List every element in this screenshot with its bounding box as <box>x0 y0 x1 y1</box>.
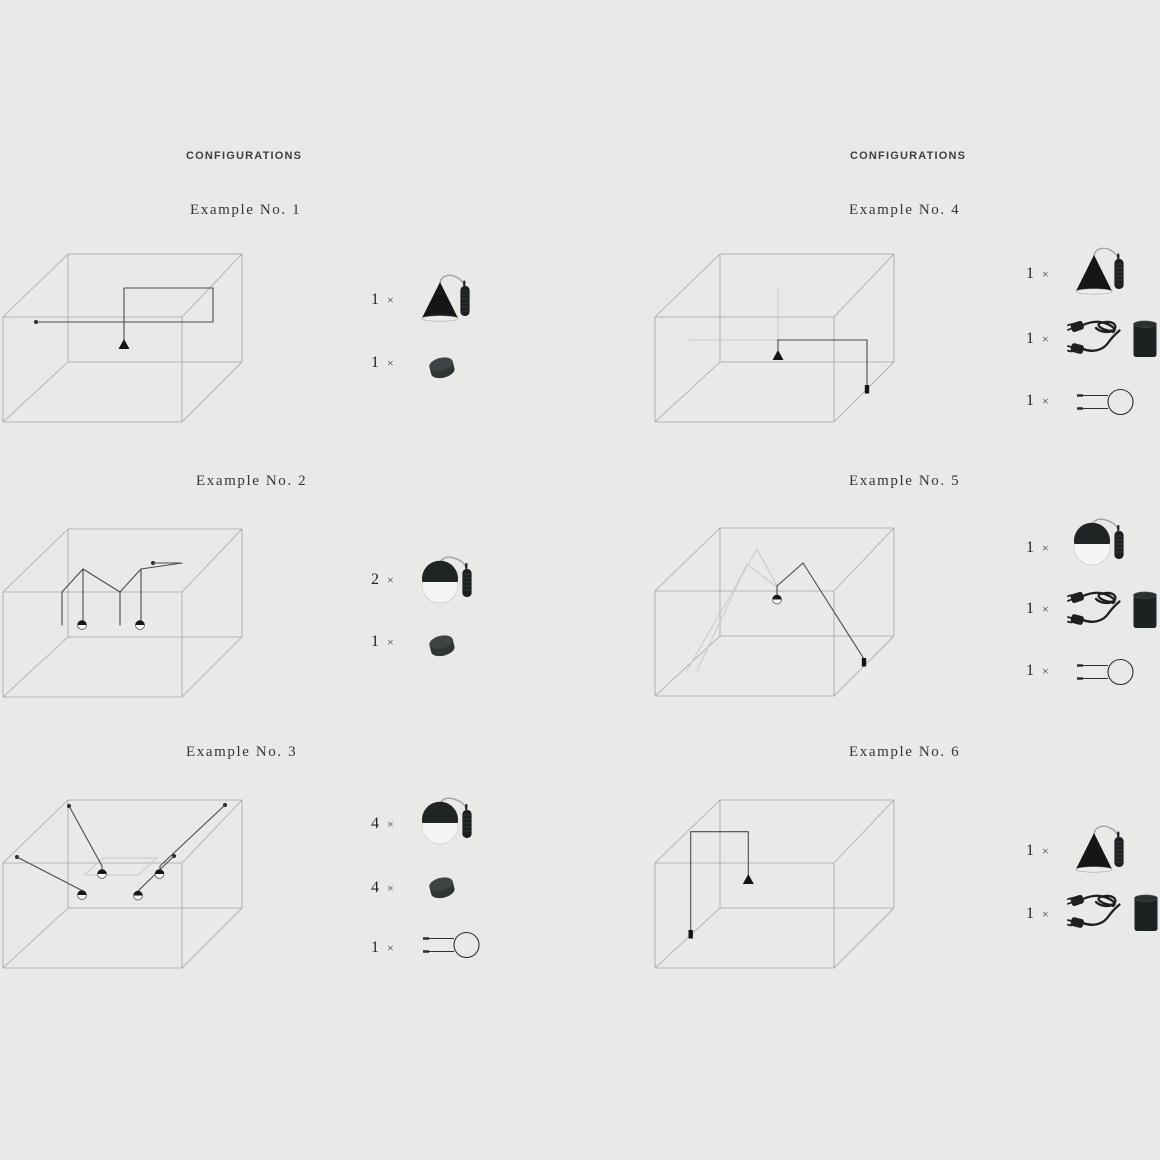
cone-pendant-icon <box>1072 824 1130 876</box>
loop-cable-icon <box>1074 656 1140 688</box>
quantity-number: 1 <box>1026 662 1035 679</box>
quantity-number: 1 <box>1026 330 1035 347</box>
part-quantity <box>1026 905 1050 923</box>
part-quantity <box>371 571 395 589</box>
example-5-diagram <box>652 524 902 704</box>
part-quantity <box>1026 330 1050 348</box>
part-quantity <box>371 633 395 651</box>
example-6-title: Example No. 6 <box>849 744 961 760</box>
part-quantity <box>371 879 395 897</box>
canopy-cylinder-icon <box>427 874 457 902</box>
quantity-number: 4 <box>371 815 380 832</box>
configurations-header-left: CONFIGURATIONS <box>186 150 303 162</box>
quantity-number: 1 <box>371 939 380 956</box>
example-2-diagram <box>0 525 250 705</box>
quantity-number: 1 <box>371 291 380 308</box>
quantity-number: 1 <box>371 354 380 371</box>
multiplier-sign: × <box>387 293 395 307</box>
multiplier-sign: × <box>1042 541 1050 555</box>
canopy-cylinder-icon <box>427 632 457 660</box>
part-quantity <box>371 354 395 372</box>
part-quantity <box>371 815 395 833</box>
example-6-diagram <box>652 796 902 976</box>
power-cord-icon <box>1066 317 1124 361</box>
multiplier-sign: × <box>1042 907 1050 921</box>
driver-cylinder-icon <box>1132 319 1158 361</box>
driver-cylinder-icon <box>1133 893 1159 935</box>
multiplier-sign: × <box>1042 332 1050 346</box>
multiplier-sign: × <box>387 941 395 955</box>
cone-pendant-icon <box>418 273 476 325</box>
sphere-pendant-icon <box>420 555 478 607</box>
example-2-title: Example No. 2 <box>196 473 308 489</box>
part-quantity <box>1026 600 1050 618</box>
quantity-number: 1 <box>1026 842 1035 859</box>
cone-pendant-icon <box>1072 246 1130 298</box>
example-1-diagram <box>0 250 250 430</box>
example-5-title: Example No. 5 <box>849 473 961 489</box>
multiplier-sign: × <box>1042 664 1050 678</box>
quantity-number: 1 <box>371 633 380 650</box>
quantity-number: 1 <box>1026 265 1035 282</box>
multiplier-sign: × <box>1042 267 1050 281</box>
power-cord-icon <box>1066 588 1124 632</box>
example-4-diagram <box>652 250 902 430</box>
quantity-number: 4 <box>371 879 380 896</box>
part-quantity <box>1026 662 1050 680</box>
canopy-cylinder-icon <box>427 354 457 382</box>
part-quantity <box>1026 842 1050 860</box>
loop-cable-icon <box>420 929 486 961</box>
quantity-number: 1 <box>1026 392 1035 409</box>
sphere-pendant-icon <box>420 796 478 848</box>
part-quantity <box>371 291 395 309</box>
example-3-diagram <box>0 796 250 976</box>
multiplier-sign: × <box>1042 602 1050 616</box>
example-1-title: Example No. 1 <box>190 202 302 218</box>
example-4-title: Example No. 4 <box>849 202 961 218</box>
configurations-header-right: CONFIGURATIONS <box>850 150 967 162</box>
quantity-number: 1 <box>1026 539 1035 556</box>
part-quantity <box>1026 265 1050 283</box>
loop-cable-icon <box>1074 386 1140 418</box>
part-quantity <box>1026 539 1050 557</box>
part-quantity <box>1026 392 1050 410</box>
multiplier-sign: × <box>387 635 395 649</box>
example-3-title: Example No. 3 <box>186 744 298 760</box>
quantity-number: 1 <box>1026 600 1035 617</box>
multiplier-sign: × <box>387 817 395 831</box>
multiplier-sign: × <box>387 881 395 895</box>
power-cord-icon <box>1066 891 1124 935</box>
quantity-number: 1 <box>1026 905 1035 922</box>
multiplier-sign: × <box>387 573 395 587</box>
driver-cylinder-icon <box>1132 590 1158 632</box>
multiplier-sign: × <box>387 356 395 370</box>
multiplier-sign: × <box>1042 844 1050 858</box>
sphere-pendant-icon <box>1072 517 1130 569</box>
part-quantity <box>371 939 395 957</box>
quantity-number: 2 <box>371 571 380 588</box>
multiplier-sign: × <box>1042 394 1050 408</box>
